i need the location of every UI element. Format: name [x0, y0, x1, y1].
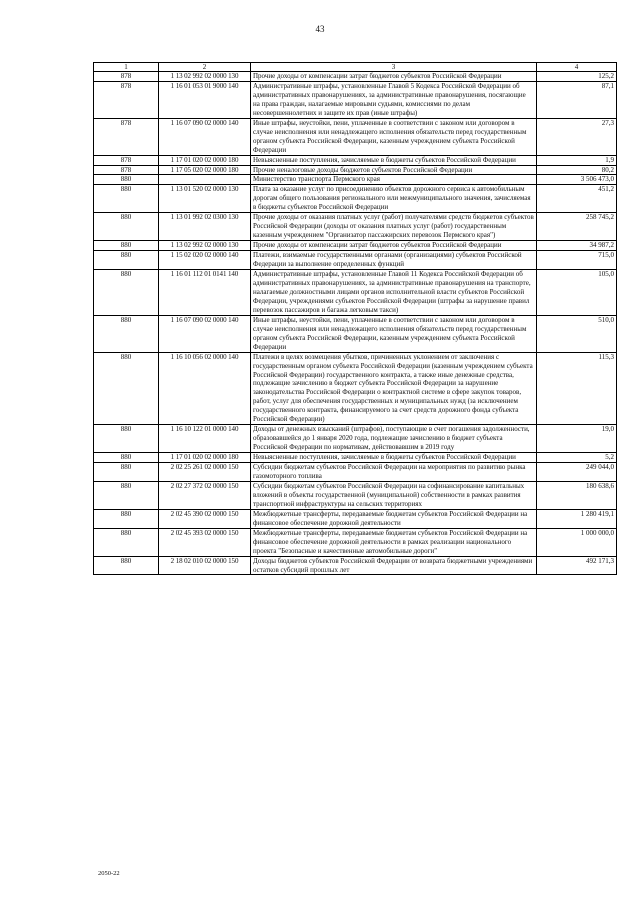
amount-cell: 451,2 — [537, 185, 617, 213]
budget-code-cell: 2 02 27 372 02 0000 150 — [159, 481, 251, 509]
amount-cell: 492 171,3 — [537, 556, 617, 575]
revenue-name-cell: Прочие доходы от компенсации затрат бюджетов субъектов Российской Федерации — [251, 72, 537, 82]
revenue-name-cell: Межбюджетные трансферты, передаваемые бюджетам субъектов Российской Федерации на финансовое обеспечение дорожной деятельности в рамках реализации национального проекта "Безопасные и качественные автомобильные дороги" — [251, 528, 537, 556]
admin-code-cell: 880 — [94, 185, 159, 213]
revenue-name-cell: Доходы бюджетов субъектов Российской Федерации от возврата бюджетными учреждениями остатков субсидий прошлых лет — [251, 556, 537, 575]
revenue-name-cell: Министерство транспорта Пермского края — [251, 175, 537, 185]
revenue-name-cell: Административные штрафы, установленные Главой 5 Кодекса Российской Федерации об административных правонарушениях, за административные правонарушения, посягающие на права граждан, налагаемые мировыми судьями, комиссиями по делам несовершеннолетних и защите их прав (иные штрафы) — [251, 81, 537, 118]
amount-cell: 27,3 — [537, 118, 617, 155]
admin-code-cell: 880 — [94, 213, 159, 241]
amount-cell: 125,2 — [537, 72, 617, 82]
budget-code-cell: 2 02 45 390 02 0000 150 — [159, 509, 251, 528]
table-row — [94, 315, 617, 352]
amount-cell: 115,3 — [537, 352, 617, 425]
amount-cell: 80,2 — [537, 165, 617, 175]
revenue-name-cell: Административные штрафы, установленные Главой 11 Кодекса Российской Федерации об административных правонарушениях, за административные правонарушения на транспорте, налагаемые должностными лицами органов исполнительной власти субъектов Российской Федерации, учреждениями субъектов Российской Федерации (штрафы за нарушение правил перевозок пассажиров и багажа легковым такси) — [251, 270, 537, 316]
revenue-name-cell: Невыясненные поступления, зачисляемые в бюджеты субъектов Российской Федерации — [251, 453, 537, 463]
admin-code-cell: 880 — [94, 453, 159, 463]
table-row — [94, 118, 617, 155]
revenue-name-cell: Прочие доходы от компенсации затрат бюджетов субъектов Российской Федерации — [251, 241, 537, 251]
revenue-name-cell: Прочие доходы от оказания платных услуг (работ) получателями средств бюджетов субъектов Российской Федерации (доходы от оказания платных услуг (работ) государственным казенным учреждением "Организатор пассажирских перевозок Пермского края") — [251, 213, 537, 241]
table-row — [94, 352, 617, 425]
budget-code-cell: 1 16 01 112 01 0141 140 — [159, 270, 251, 316]
table-row — [94, 556, 617, 575]
amount-cell: 249 044,0 — [537, 463, 617, 482]
table-row — [94, 463, 617, 482]
amount-cell: 715,0 — [537, 251, 617, 270]
revenue-table — [93, 62, 617, 575]
amount-cell: 1,9 — [537, 155, 617, 165]
footer-code: 2050-22 — [98, 870, 120, 877]
revenue-name-cell: Платежи в целях возмещения убытков, причиненных уклонением от заключения с государственным органом субъекта Российской Федерации (казенным учреждением субъекта Российской Федерации) государственного контракта, а также иные денежные средства, подлежащие зачислению в бюджет субъекта Российской Федерации за нарушение законодательства Российской Федерации о контрактной системе в сфере закупок товаров, работ, услуг для обеспечения государственных и муниципальных нужд (за исключением государственного контракта, финансируемого за счет средств дорожного фонда субъекта Российской Федерации) — [251, 352, 537, 425]
table-row — [94, 175, 617, 185]
revenue-name-cell: Доходы от денежных взысканий (штрафов), поступающие в счет погашения задолженности, образовавшейся до 1 января 2020 года, подлежащие зачислению в бюджет субъекта Российской Федерации по нормативам, действовавшим в 2019 году — [251, 425, 537, 453]
admin-code-cell: 880 — [94, 425, 159, 453]
revenue-name-cell: Иные штрафы, неустойки, пени, уплаченные в соответствии с законом или договором в случае неисполнения или ненадлежащего исполнения обязательств перед государственным органом субъекта Российской Федерации, казенным учреждением субъекта Российской Федерации — [251, 315, 537, 352]
budget-code-cell: 1 15 02 020 02 0000 140 — [159, 251, 251, 270]
table-row — [94, 165, 617, 175]
table-header-row — [94, 63, 617, 72]
admin-code-cell: 880 — [94, 528, 159, 556]
admin-code-cell: 880 — [94, 241, 159, 251]
admin-code-cell: 880 — [94, 175, 159, 185]
table-row — [94, 81, 617, 118]
amount-cell: 87,1 — [537, 81, 617, 118]
revenue-name-cell: Плата за оказание услуг по присоединению объектов дорожного сервиса к автомобильным дорогам общего пользования регионального или межмуниципального значения, зачисляемая в бюджеты субъектов Российской Федерации — [251, 185, 537, 213]
revenue-name-cell: Иные штрафы, неустойки, пени, уплаченные в соответствии с законом или договором в случае неисполнения или ненадлежащего исполнения обязательств перед государственным органом субъекта Российской Федерации, казенным учреждением субъекта Российской Федерации — [251, 118, 537, 155]
budget-code-cell: 1 13 02 992 02 0000 130 — [159, 241, 251, 251]
amount-cell: 19,0 — [537, 425, 617, 453]
budget-code-cell: 2 18 02 010 02 0000 150 — [159, 556, 251, 575]
budget-code-cell: 1 16 10 122 01 0000 140 — [159, 425, 251, 453]
amount-cell: 1 000 000,0 — [537, 528, 617, 556]
admin-code-cell: 878 — [94, 165, 159, 175]
table-row — [94, 270, 617, 316]
budget-code-cell — [159, 175, 251, 185]
budget-code-cell: 1 17 05 020 02 0000 180 — [159, 165, 251, 175]
budget-code-cell: 1 16 07 090 02 0000 140 — [159, 118, 251, 155]
budget-code-cell: 1 16 07 090 02 0000 140 — [159, 315, 251, 352]
amount-cell: 180 638,6 — [537, 481, 617, 509]
table-row — [94, 185, 617, 213]
amount-cell: 510,0 — [537, 315, 617, 352]
table-row — [94, 241, 617, 251]
budget-code-cell: 1 17 01 020 02 0000 180 — [159, 453, 251, 463]
budget-code-cell: 1 13 02 992 02 0000 130 — [159, 72, 251, 82]
amount-cell: 258 745,2 — [537, 213, 617, 241]
amount-cell: 105,0 — [537, 270, 617, 316]
budget-code-cell: 1 13 01 520 02 0000 130 — [159, 185, 251, 213]
admin-code-cell: 878 — [94, 118, 159, 155]
admin-code-cell: 880 — [94, 352, 159, 425]
budget-code-cell: 2 02 25 261 02 0000 150 — [159, 463, 251, 482]
page-number: 43 — [315, 24, 325, 34]
admin-code-cell: 878 — [94, 72, 159, 82]
amount-cell: 1 280 419,1 — [537, 509, 617, 528]
column-header: 1 — [94, 63, 159, 72]
table-row — [94, 509, 617, 528]
table-row — [94, 528, 617, 556]
column-header: 3 — [251, 63, 537, 72]
budget-code-cell: 1 17 01 020 02 0000 180 — [159, 155, 251, 165]
revenue-name-cell: Платежи, взимаемые государственными органами (организациями) субъектов Российской Федерации за выполнение определенных функций — [251, 251, 537, 270]
column-header: 4 — [537, 63, 617, 72]
column-header: 2 — [159, 63, 251, 72]
admin-code-cell: 878 — [94, 155, 159, 165]
amount-cell: 5,2 — [537, 453, 617, 463]
table-row — [94, 213, 617, 241]
amount-cell: 3 506 473,0 — [537, 175, 617, 185]
admin-code-cell: 880 — [94, 481, 159, 509]
revenue-name-cell: Прочие неналоговые доходы бюджетов субъектов Российской Федерации — [251, 165, 537, 175]
revenue-name-cell: Субсидии бюджетам субъектов Российской Федерации на мероприятия по развитию рынка газомоторного топлива — [251, 463, 537, 482]
budget-code-cell: 1 16 10 056 02 0000 140 — [159, 352, 251, 425]
admin-code-cell: 878 — [94, 81, 159, 118]
admin-code-cell: 880 — [94, 556, 159, 575]
table-row — [94, 72, 617, 82]
table-row — [94, 251, 617, 270]
budget-code-cell: 2 02 45 393 02 0000 150 — [159, 528, 251, 556]
table-row — [94, 425, 617, 453]
revenue-name-cell: Межбюджетные трансферты, передаваемые бюджетам субъектов Российской Федерации на финансовое обеспечение дорожной деятельности — [251, 509, 537, 528]
admin-code-cell: 880 — [94, 315, 159, 352]
revenue-name-cell: Субсидии бюджетам субъектов Российской Федерации на софинансирование капитальных вложений в объекты государственной (муниципальной) собственности в рамках развития транспортной инфраструктуры на сельских территориях — [251, 481, 537, 509]
admin-code-cell: 880 — [94, 270, 159, 316]
budget-code-cell: 1 16 01 053 01 9000 140 — [159, 81, 251, 118]
amount-cell: 34 987,2 — [537, 241, 617, 251]
table-row — [94, 453, 617, 463]
admin-code-cell: 880 — [94, 463, 159, 482]
table-row — [94, 481, 617, 509]
revenue-name-cell: Невыясненные поступления, зачисляемые в бюджеты субъектов Российской Федерации — [251, 155, 537, 165]
table-row — [94, 155, 617, 165]
admin-code-cell: 880 — [94, 251, 159, 270]
admin-code-cell: 880 — [94, 509, 159, 528]
budget-code-cell: 1 13 01 992 02 0300 130 — [159, 213, 251, 241]
